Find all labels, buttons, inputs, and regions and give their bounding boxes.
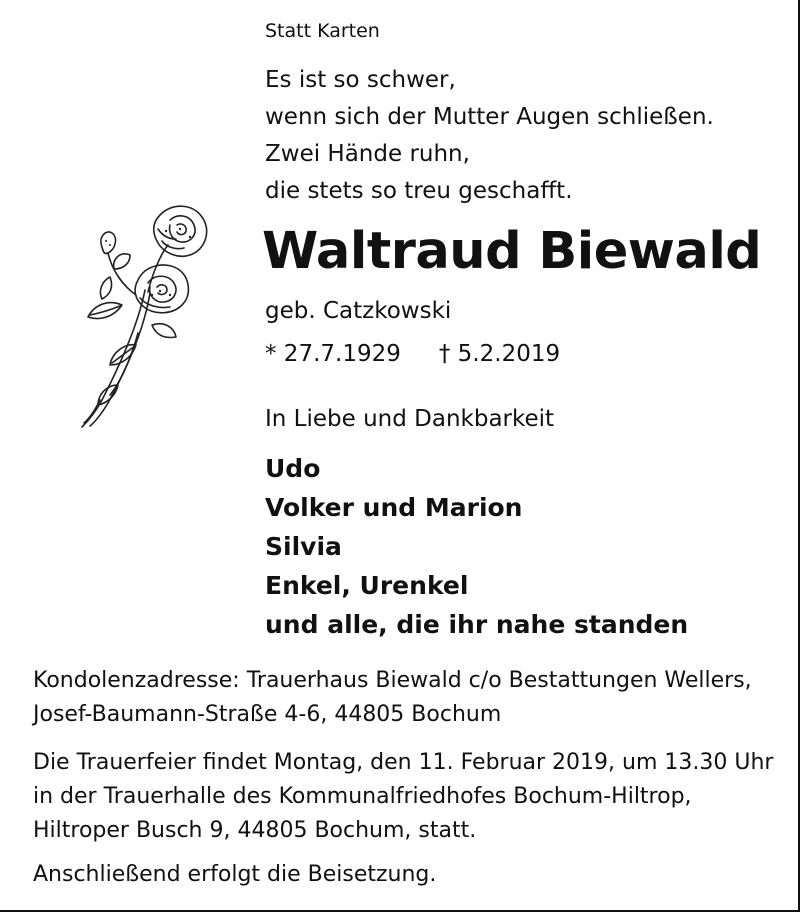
death-date: † 5.2.2019 <box>438 341 561 367</box>
mourners-intro: In Liebe und Dankbarkeit <box>265 406 555 432</box>
poem <box>265 62 714 210</box>
condolence-address <box>33 664 752 732</box>
poem-line: die stets so treu geschafft. <box>265 178 573 204</box>
poem-line: Es ist so schwer, <box>265 67 456 93</box>
funeral-line: Die Trauerfeier findet Montag, den 11. Februar 2019, um 13.30 Uhr <box>33 750 774 775</box>
deceased-name: Waltraud Biewald <box>262 222 762 281</box>
mourner: Silvia <box>265 532 342 561</box>
mourner: Volker und Marion <box>265 493 523 522</box>
burial-info: Anschließend erfolgt die Beisetzung. <box>33 862 437 887</box>
mourner: Udo <box>265 454 321 483</box>
birth-date: * 27.7.1929 <box>265 341 401 367</box>
mourner: und alle, die ihr nahe standen <box>265 610 689 639</box>
funeral-info <box>33 746 773 848</box>
mourner: Enkel, Urenkel <box>265 571 469 600</box>
rose-illustration-icon <box>40 195 220 430</box>
maiden-name: geb. Catzkowski <box>265 298 452 324</box>
life-dates <box>265 341 560 367</box>
address-line: Kondolenzadresse: Trauerhaus Biewald c/o Bestattungen Wellers, <box>33 668 752 693</box>
mourners-list <box>265 449 688 644</box>
poem-line: wenn sich der Mutter Augen schließen. <box>265 104 714 130</box>
header-text: Statt Karten <box>265 20 380 42</box>
poem-line: Zwei Hände ruhn, <box>265 141 470 167</box>
funeral-line: Hiltroper Busch 9, 44805 Bochum, statt. <box>33 818 477 843</box>
address-line: Josef-Baumann-Straße 4-6, 44805 Bochum <box>33 702 502 727</box>
funeral-line: in der Trauerhalle des Kommunalfriedhofes Bochum-Hiltrop, <box>33 784 692 809</box>
